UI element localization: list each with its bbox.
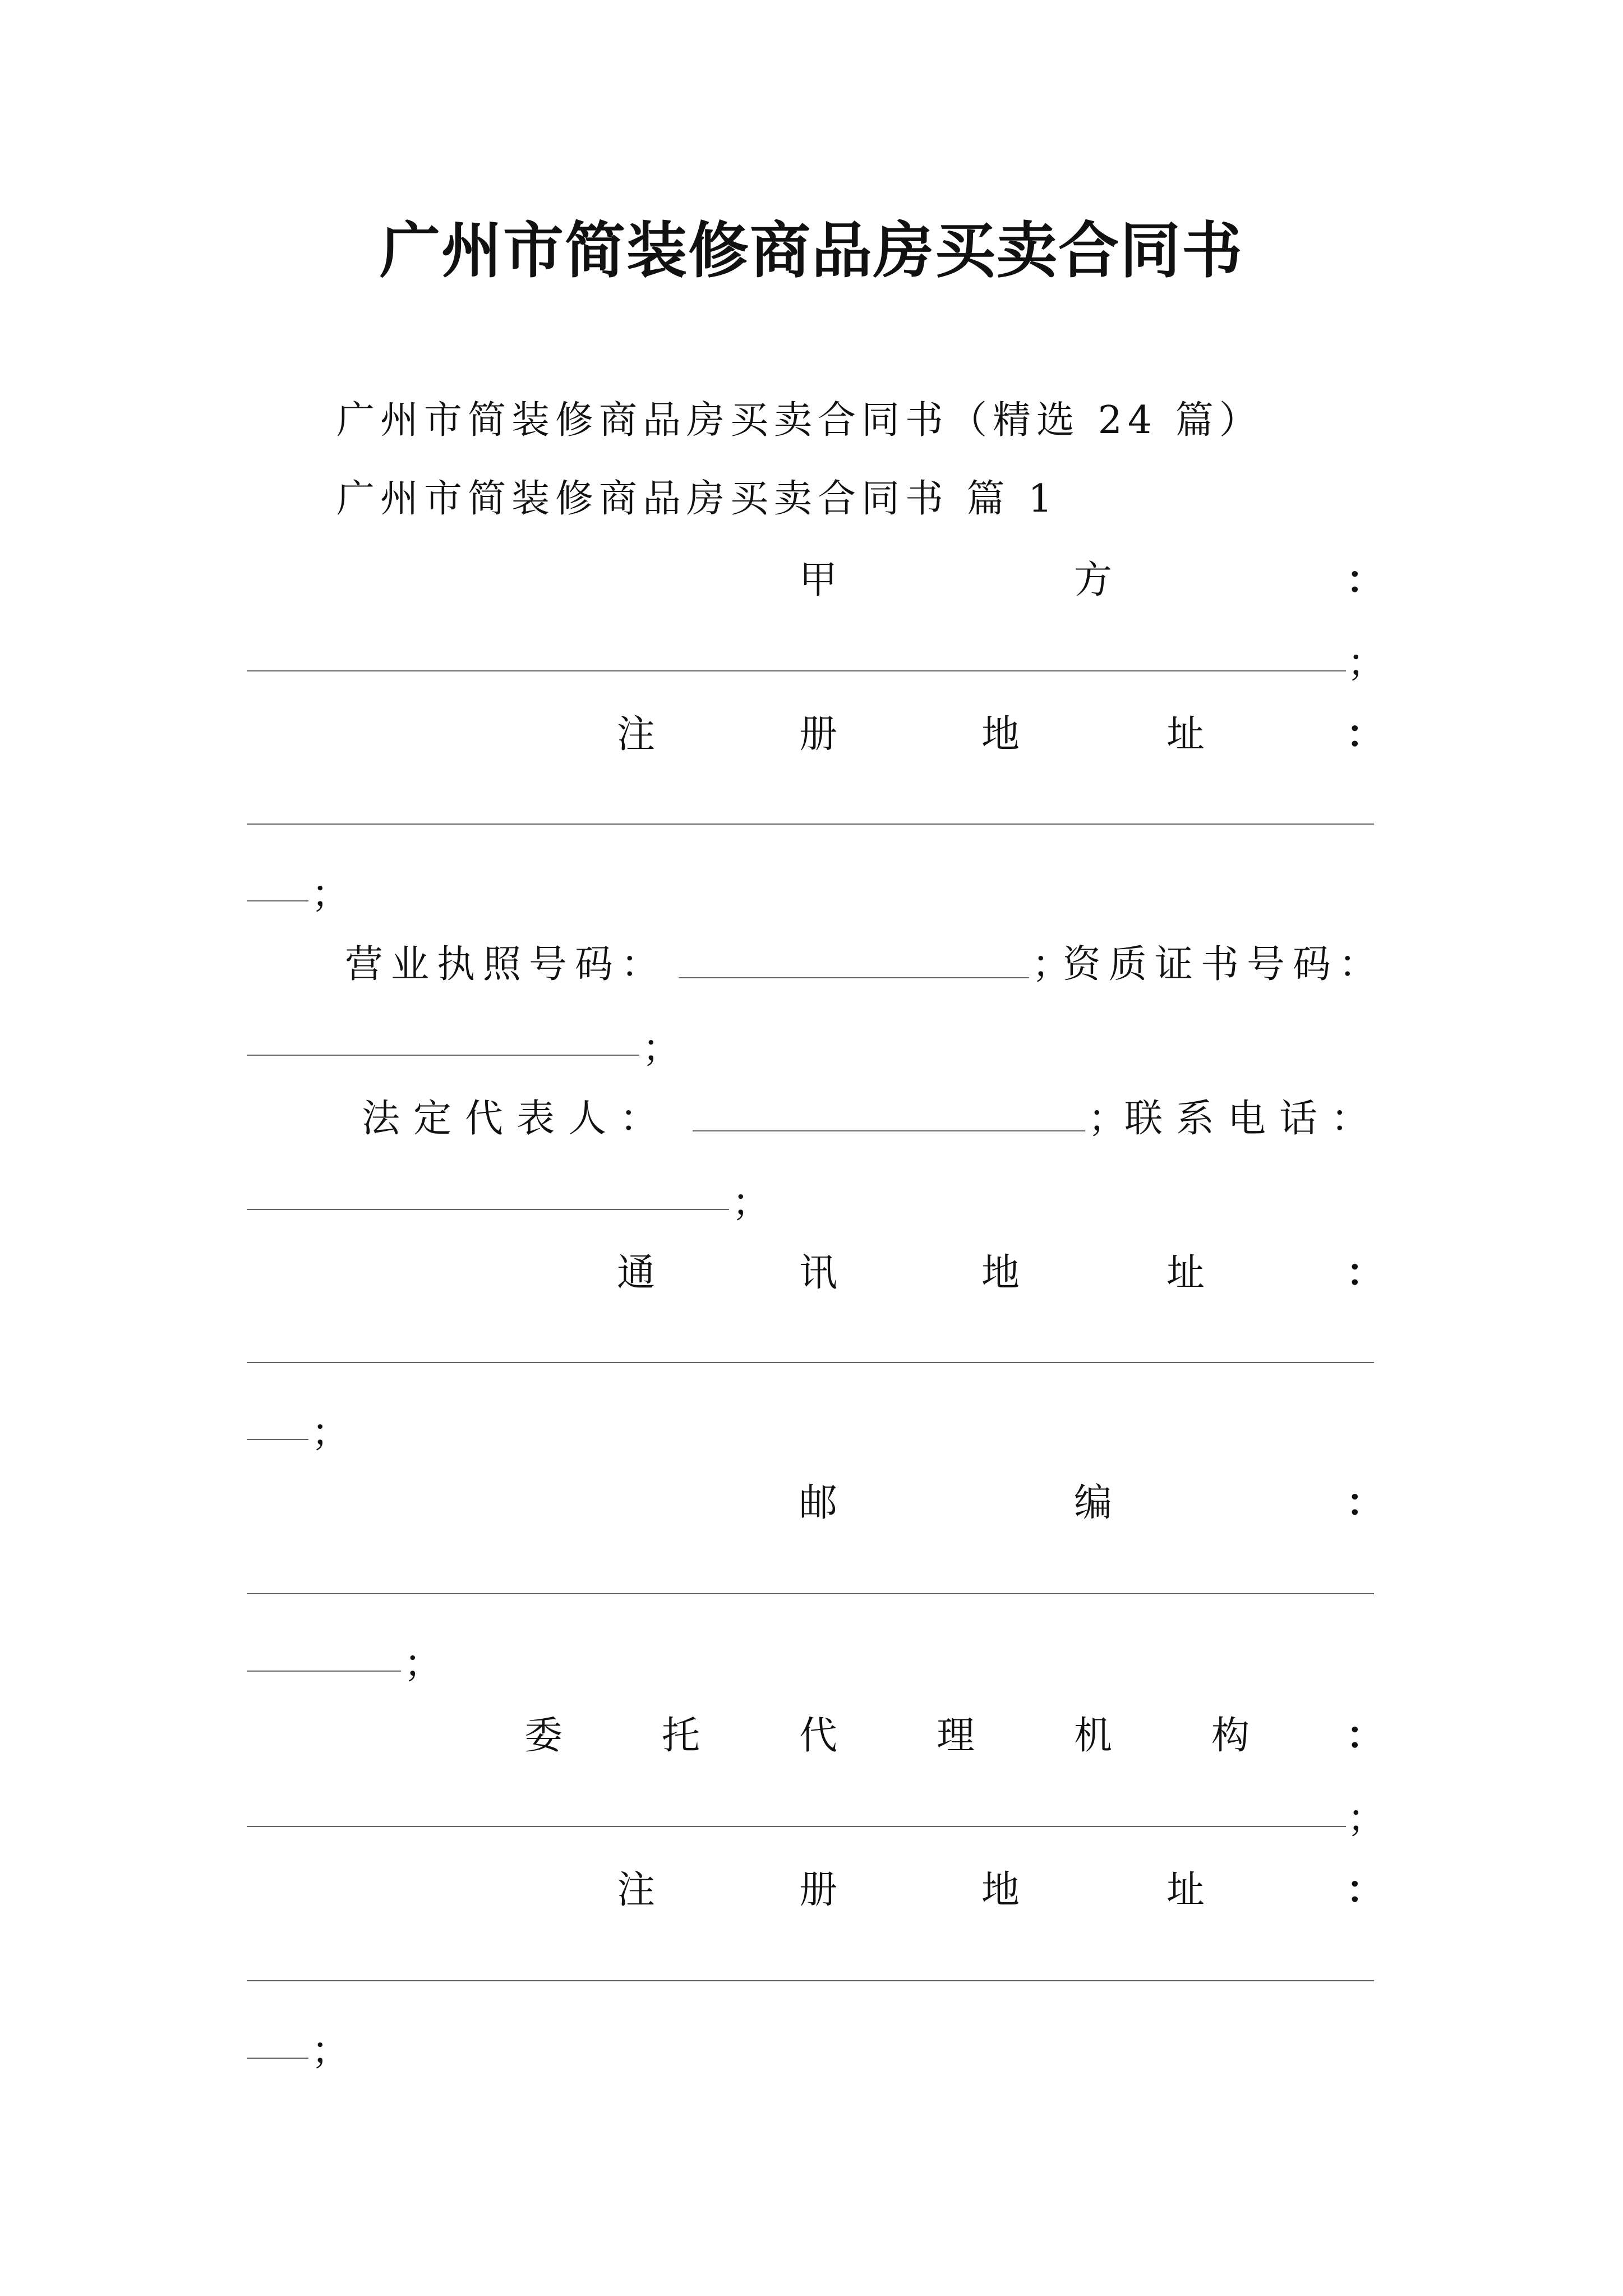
registered-address-label-char: 册 <box>799 712 838 757</box>
qualification-number-fill-line <box>247 1055 639 1056</box>
legal-representative-fill-line <box>693 1130 1085 1131</box>
postcode-fill-line <box>247 1593 1374 1594</box>
registered-address-label-char: 址 <box>1166 712 1205 757</box>
registered-address-semicolon: ； <box>311 872 350 917</box>
agent-label-char: 代 <box>799 1714 838 1758</box>
agent-registered-address-label-char: 注 <box>617 1868 656 1912</box>
registered-address-fill-line-end <box>247 900 308 901</box>
registered-address-label-char: 注 <box>617 712 656 757</box>
mailing-address-label-char: 讯 <box>799 1251 838 1295</box>
contact-phone-label: 联系电话： <box>1124 1097 1383 1141</box>
agent-label-char: 托 <box>662 1714 700 1758</box>
mailing-address-label-char: 址 <box>1166 1251 1205 1295</box>
party-a-fill-line <box>247 670 1346 671</box>
agent-registered-address-fill-line-end <box>247 2058 308 2059</box>
legal-representative-semicolon: ； <box>1088 1097 1127 1141</box>
mailing-address-semicolon: ； <box>311 1411 350 1455</box>
registered-address-fill-line <box>247 823 1374 825</box>
subtitle-collection: 广州市简装修商品房买卖合同书（精选 24 篇） <box>336 398 1263 443</box>
agent-registered-address-fill-line <box>247 1980 1374 1981</box>
postcode-label-char: 邮 <box>799 1481 838 1525</box>
mailing-address-label-char: 通 <box>617 1251 656 1295</box>
subtitle-article: 广州市简装修商品房买卖合同书 篇 1 <box>336 477 1058 521</box>
agent-registered-address-colon: ： <box>1346 1867 1385 1912</box>
agent-label-char: 构 <box>1211 1714 1250 1758</box>
postcode-colon: ： <box>1346 1480 1385 1525</box>
qualification-number-semicolon: ； <box>642 1027 681 1071</box>
postcode-semicolon: ； <box>404 1642 442 1686</box>
license-number-semicolon: ； <box>1032 942 1071 987</box>
mailing-address-fill-line-end <box>247 1439 308 1440</box>
agent-registered-address-label-char: 册 <box>799 1868 838 1912</box>
mailing-address-label-char: 地 <box>981 1251 1020 1295</box>
party-a-label-char: 甲 <box>799 558 838 602</box>
document-title: 广州市简装修商品房买卖合同书 <box>379 215 1243 286</box>
contact-phone-semicolon: ； <box>732 1181 771 1225</box>
mailing-address-colon: ： <box>1346 1250 1385 1295</box>
party-a-label-char: 方 <box>1074 558 1113 602</box>
agent-colon: ： <box>1346 1713 1385 1758</box>
party-a-semicolon: ； <box>1347 641 1386 685</box>
agent-fill-line <box>247 1826 1346 1827</box>
agent-registered-address-semicolon: ； <box>311 2029 350 2073</box>
party-a-colon: ： <box>1346 558 1385 602</box>
postcode-fill-line-end <box>247 1671 401 1672</box>
license-number-fill-line <box>679 977 1029 978</box>
mailing-address-fill-line <box>247 1362 1374 1363</box>
agent-label-char: 委 <box>524 1714 563 1758</box>
agent-registered-address-label-char: 地 <box>981 1868 1020 1912</box>
registered-address-label-char: 地 <box>981 712 1020 757</box>
qualification-number-label: 资质证书号码： <box>1063 942 1385 987</box>
agent-label-char: 机 <box>1074 1714 1113 1758</box>
postcode-label-char: 编 <box>1074 1481 1113 1525</box>
legal-representative-label: 法定代表人： <box>362 1097 672 1141</box>
agent-registered-address-label-char: 址 <box>1166 1868 1205 1912</box>
contact-phone-fill-line <box>247 1209 729 1210</box>
license-number-label: 营业执照号码： <box>345 942 667 987</box>
agent-label-char: 理 <box>937 1714 975 1758</box>
agent-semicolon: ； <box>1347 1797 1386 1841</box>
registered-address-colon: ： <box>1346 712 1385 757</box>
